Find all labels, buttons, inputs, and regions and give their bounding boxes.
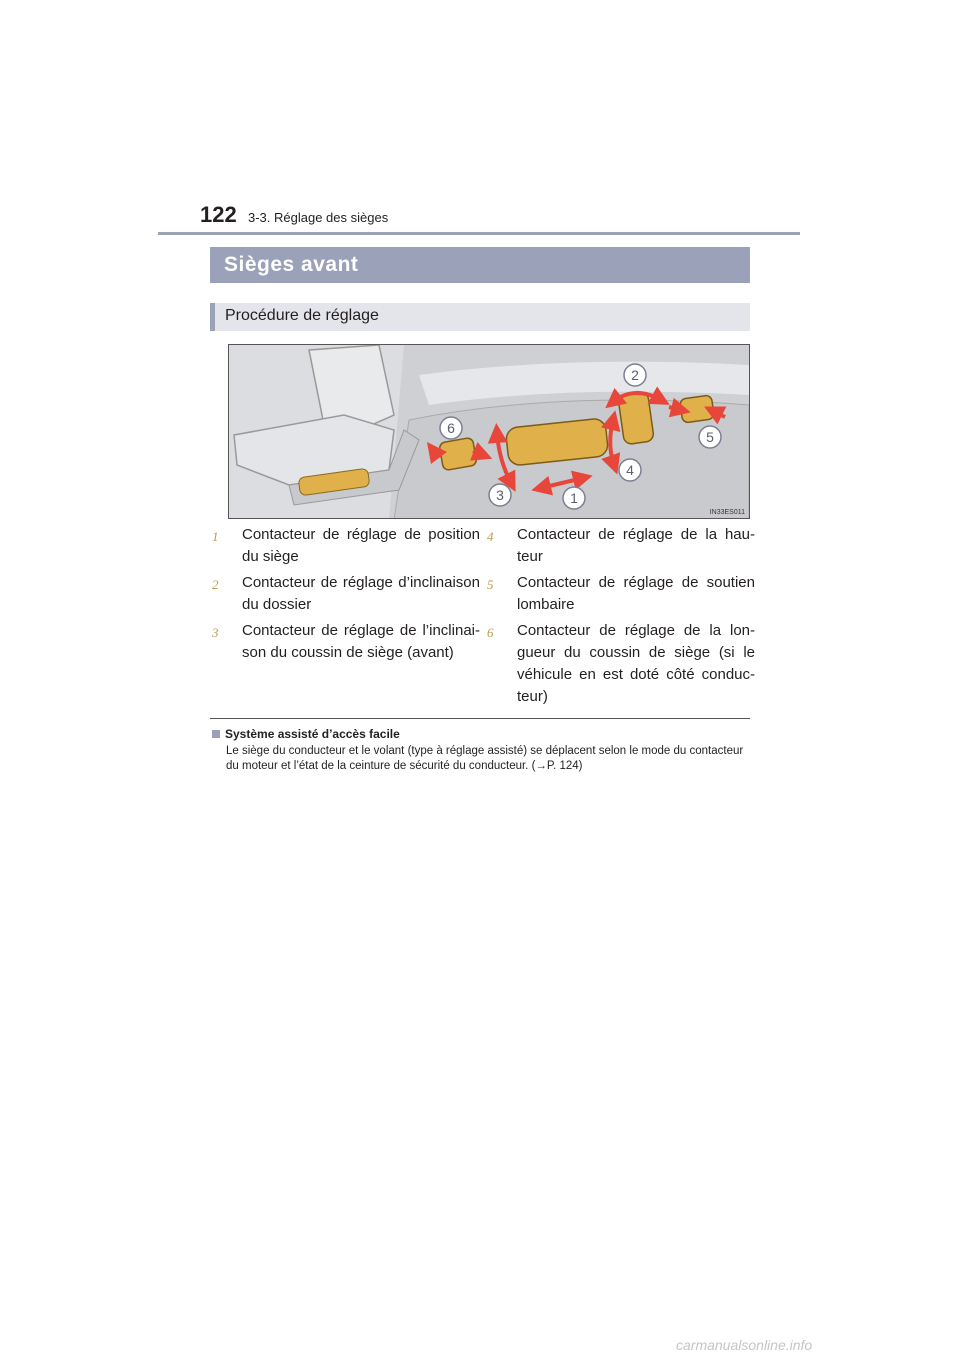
- recline-switch-icon: [618, 391, 655, 445]
- legend-number: 5: [487, 577, 494, 592]
- chapter-title: 3-3. Réglage des sièges: [248, 210, 389, 225]
- section-banner: [210, 247, 750, 283]
- legend-text: Contacteur de réglage de la hau-teur: [517, 526, 755, 565]
- page-header: [200, 202, 800, 236]
- seat-controls-illustration: [228, 344, 750, 519]
- callout-3-label: 3: [496, 487, 504, 503]
- square-bullet-icon: [212, 730, 220, 738]
- legend-text: Contacteur de réglage de soutien lombaire: [517, 574, 755, 613]
- legend-text: Contacteur de réglage de position du siège: [242, 526, 480, 565]
- legend-text: Contacteur de réglage de l’inclinai-son du coussin de siège (avant): [242, 622, 480, 661]
- callout-1-label: 1: [570, 490, 578, 506]
- lumbar-switch-icon: [679, 395, 714, 423]
- section-divider: [210, 718, 750, 719]
- legend-number: 2: [212, 577, 219, 592]
- header-divider: [158, 232, 800, 235]
- callout-4-label: 4: [626, 462, 634, 478]
- subsection-banner: [210, 303, 750, 331]
- page-number: 122: [200, 202, 237, 227]
- section-title: Sièges avant: [224, 253, 359, 276]
- legend-text: Contacteur de réglage de la lon-gueur du coussin de siège (si le véhicule en est doté côté conduc-teur): [517, 622, 755, 705]
- legend-number: 4: [487, 529, 494, 544]
- cushion-length-switch-icon: [439, 437, 477, 470]
- footer-watermark: carmanualsonline.info: [676, 1337, 813, 1353]
- legend-number: 1: [212, 529, 219, 544]
- callout-6-label: 6: [447, 420, 455, 436]
- info-note: [212, 727, 752, 774]
- note-heading: [212, 727, 752, 741]
- note-title: Système assisté d’accès facile: [225, 727, 400, 741]
- subsection-title: Procédure de réglage: [225, 307, 379, 324]
- illustration-code: IN33ES011: [709, 509, 745, 516]
- legend-number: 3: [212, 625, 219, 640]
- legend-text: Contacteur de réglage d’inclinaison du dossier: [242, 574, 480, 613]
- note-body: Le siège du conducteur et le volant (type à réglage assisté) se déplacent selon le mode du contacteur du moteur et l’état de la ceinture de sécurité du conducteur. (→P. 124): [226, 745, 744, 772]
- seat-illustration-svg: [229, 345, 750, 519]
- legend-number: 6: [487, 625, 494, 640]
- callout-2-label: 2: [631, 367, 639, 383]
- callout-5-label: 5: [706, 429, 714, 445]
